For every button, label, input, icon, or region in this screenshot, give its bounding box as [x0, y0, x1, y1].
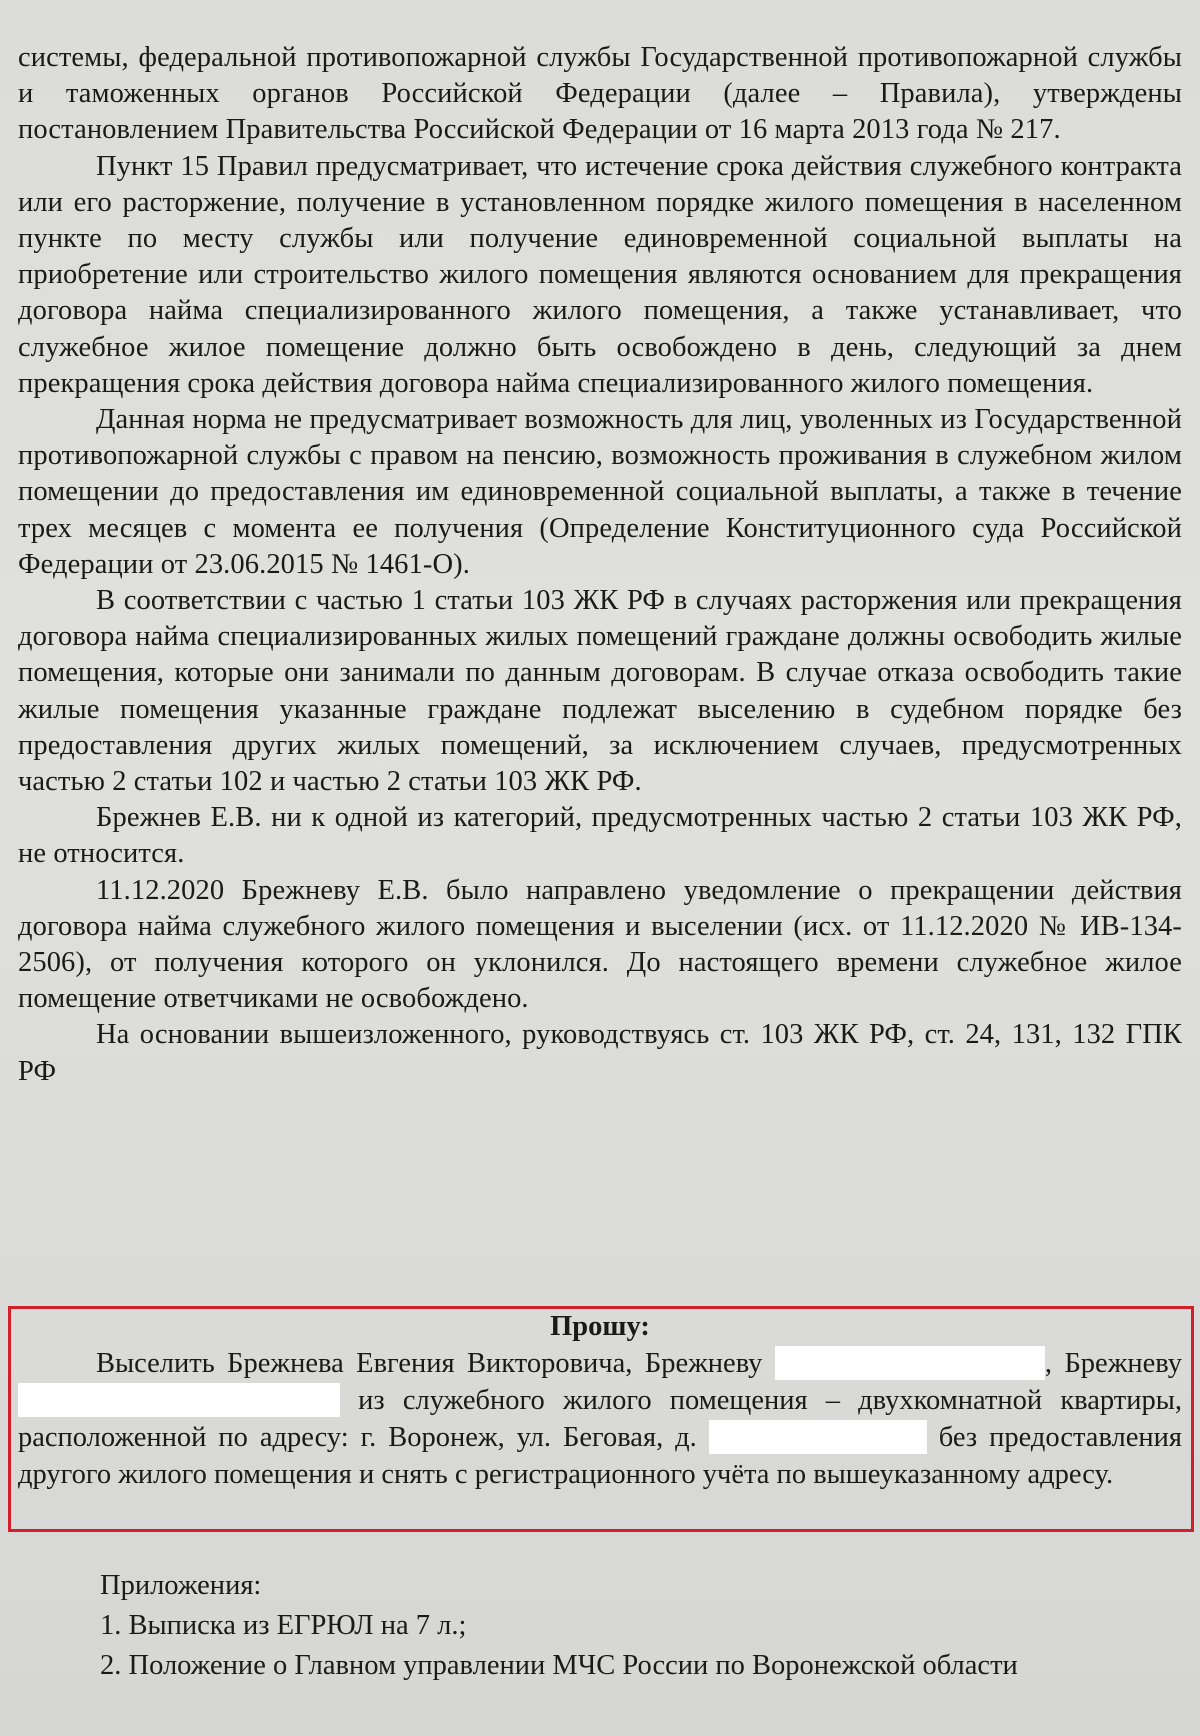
document-body: [18, 40, 1182, 1090]
request-text-part4: из служебного жилого помещения – двухкомнатной квартиры, расположенной по адресу: г. Воронеж, ул. Беговая, д.: [18, 1385, 1183, 1453]
paragraph-article-103: В соответствии с частью 1 статьи 103 ЖК РФ в случаях расторжения или прекращения договора найма специализированных жилых помещений граждане должны освободить жилые помещения, которые они занимали по данным договорам. В случае отказа освободить такие жилые помещения указанные граждане подлежат выселению в судебном порядке без предоставления других жилых помещений, за исключением случаев, предусмотренных частью 2 статьи 102 и частью 2 статьи 103 ЖК РФ.: [18, 585, 1182, 798]
request-text-part3: Брежневу: [1064, 1348, 1183, 1379]
request-section: [18, 1306, 1182, 1493]
attachment-item: 1. Выписка из ЕГРЮЛ на 7 л.;: [100, 1610, 467, 1641]
redaction-block: [709, 1420, 927, 1454]
paragraph-categories: Брежнев Е.В. ни к одной из категорий, предусмотренных частью 2 статьи 103 ЖК РФ, не относится.: [18, 802, 1182, 870]
request-text: [18, 1345, 1182, 1493]
paragraph-basis: На основании вышеизложенного, руководствуясь ст. 103 ЖК РФ, ст. 24, 131, 132 ГПК РФ: [18, 1019, 1182, 1087]
request-text-part2: ,: [1044, 1348, 1052, 1379]
paragraph-notice: 11.12.2020 Брежневу Е.В. было направлено уведомление о прекращении действия договора найма служебного жилого помещения и выселении (исх. от 11.12.2020 № ИВ-134-2506), от получения которого он уклонился. До настоящего времени служебное жилое помещение ответчиками не освобождено.: [18, 874, 1182, 1015]
attachments-section: [100, 1566, 1018, 1686]
attachment-item: 2. Положение о Главном управлении МЧС России по Воронежской области: [100, 1650, 1018, 1681]
attachments-heading: Приложения:: [100, 1570, 262, 1601]
paragraph-norm: Данная норма не предусматривает возможность для лиц, уволенных из Государственной противопожарной службы с правом на пенсию, возможность проживания в служебном жилом помещении до предоставления им единовременной социальной выплаты, а также в течение трех месяцев с момента ее получения (Определение Конституционного суда Российской Федерации от 23.06.2015 № 1461-О).: [18, 404, 1182, 580]
paragraph-clause-15: Пункт 15 Правил предусматривает, что истечение срока действия служебного контракта или его расторжение, получение в установленном порядке жилого помещения в населенном пункте по месту службы или получение единовременной социальной выплаты на приобретение или строительство жилого помещения являются основанием для прекращения договора найма специализированного жилого помещения, а также устанавливает, что служебное жилое помещение должно быть освобождено в день, следующий за днем прекращения срока действия договора найма специализированного жилого помещения.: [18, 150, 1182, 399]
redaction-block: [18, 1383, 340, 1417]
paragraph-rules-intro: системы, федеральной противопожарной службы Государственной противопожарной службы и таможенных органов Российской Федерации (далее – Правила), утверждены постановлением Правительства Российской Федерации от 16 марта 2013 года № 217.: [18, 42, 1182, 146]
request-text-part1: Выселить Брежнева Евгения Викторовича, Брежневу: [96, 1348, 763, 1379]
redaction-block: [775, 1346, 1045, 1380]
request-text-part5: без предоставления другого жилого помещения и снять с регистрационного учёта по вышеуказанному адресу.: [18, 1422, 1183, 1490]
request-title: Прошу:: [550, 1311, 650, 1342]
